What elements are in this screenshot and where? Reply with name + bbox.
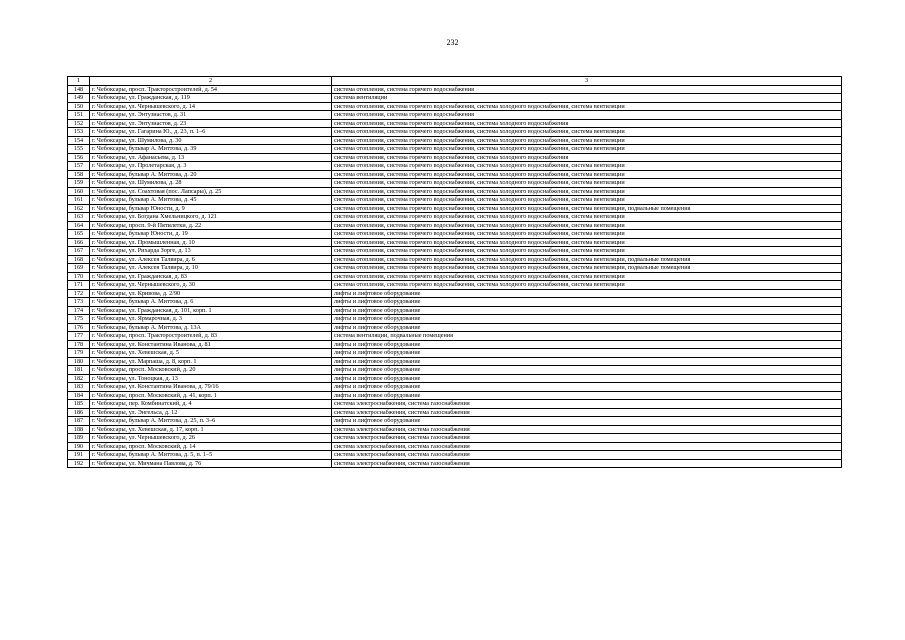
table-row <box>68 179 842 188</box>
row-systems-cell: система отопления, система горячего водоснабжения, система холодного водоснабжения, система вентиляции <box>332 221 842 230</box>
row-number-cell: 149 <box>68 94 90 103</box>
row-number-cell: 182 <box>68 374 90 383</box>
row-address-cell: г. Чебоксары, ул. Ярмарочная, д. 3 <box>90 315 332 324</box>
row-number-cell: 152 <box>68 119 90 128</box>
table-row <box>68 145 842 154</box>
table-row <box>68 204 842 213</box>
row-address-cell: г. Чебоксары, просп. 9-й Пятилетки, д. 22 <box>90 221 332 230</box>
row-number-cell: 184 <box>68 391 90 400</box>
row-systems-cell: лифты и лифтовое оборудование <box>332 315 842 324</box>
row-address-cell: г. Чебоксары, ул. Гражданская, д. 101, корп. 1 <box>90 306 332 315</box>
row-number-cell: 154 <box>68 136 90 145</box>
row-address-cell: г. Чебоксары, просп. Московский, д. 20 <box>90 366 332 375</box>
row-systems-cell: лифты и лифтовое оборудование <box>332 340 842 349</box>
row-address-cell: г. Чебоксары, бульвар А. Миттова, д. 5, п. 1–5 <box>90 451 332 460</box>
table-row <box>68 340 842 349</box>
row-systems-cell: лифты и лифтовое оборудование <box>332 323 842 332</box>
row-systems-cell: система вентиляции, подвальные помещения <box>332 332 842 341</box>
row-number-cell: 160 <box>68 187 90 196</box>
table-row <box>68 94 842 103</box>
table-row <box>68 349 842 358</box>
table-row <box>68 128 842 137</box>
row-number-cell: 180 <box>68 357 90 366</box>
row-systems-cell: система отопления, система горячего водоснабжения, система холодного водоснабжения, система вентиляции <box>332 238 842 247</box>
row-systems-cell: лифты и лифтовое оборудование <box>332 383 842 392</box>
table-row <box>68 298 842 307</box>
table-row <box>68 153 842 162</box>
row-number-cell: 177 <box>68 332 90 341</box>
row-address-cell: г. Чебоксары, бульвар А. Миттова, д. 6 <box>90 298 332 307</box>
table-row <box>68 417 842 426</box>
row-number-cell: 190 <box>68 442 90 451</box>
table-row <box>68 213 842 222</box>
row-systems-cell: лифты и лифтовое оборудование <box>332 357 842 366</box>
row-address-cell: г. Чебоксары, ул. Марпаша, д. 8, корп. 1 <box>90 357 332 366</box>
row-number-cell: 189 <box>68 434 90 443</box>
table-row <box>68 230 842 239</box>
row-systems-cell: система электроснабжения, система газоснабжения <box>332 442 842 451</box>
row-systems-cell: лифты и лифтовое оборудование <box>332 298 842 307</box>
row-number-cell: 161 <box>68 196 90 205</box>
table-row <box>68 136 842 145</box>
row-systems-cell: лифты и лифтовое оборудование <box>332 417 842 426</box>
row-address-cell: г. Чебоксары, ул. Кривова, д. 2/90 <box>90 289 332 298</box>
row-address-cell: г. Чебоксары, просп. Московский, д. 14 <box>90 442 332 451</box>
header-cell-number: 1 <box>68 77 90 86</box>
row-systems-cell: система отопления, система горячего водоснабжения, система холодного водоснабжения, система вентиляции <box>332 196 842 205</box>
table-row <box>68 383 842 392</box>
row-systems-cell: система отопления, система горячего водоснабжения, система холодного водоснабжения, система вентиляции <box>332 145 842 154</box>
row-systems-cell: система электроснабжения, система газоснабжения <box>332 459 842 468</box>
row-systems-cell: система отопления, система горячего водоснабжения, система холодного водоснабжения <box>332 119 842 128</box>
row-number-cell: 178 <box>68 340 90 349</box>
header-cell-systems: 3 <box>332 77 842 86</box>
row-systems-cell: система отопления, система горячего водоснабжения, система холодного водоснабжения, система вентиляции <box>332 136 842 145</box>
row-systems-cell: система отопления, система горячего водоснабжения, система холодного водоснабжения, система вентиляции <box>332 162 842 171</box>
row-address-cell: г. Чебоксары, ул. Богдана Хмельницкого, д. 121 <box>90 213 332 222</box>
table-row <box>68 187 842 196</box>
row-systems-cell: система отопления, система горячего водоснабжения, система холодного водоснабжения, система вентиляции, подвальные помещения <box>332 204 842 213</box>
row-address-cell: г. Чебоксары, бульвар Юности, д. 19 <box>90 230 332 239</box>
table-row <box>68 264 842 273</box>
row-address-cell: г. Чебоксары, ул. Энтузиастов, д. 23 <box>90 119 332 128</box>
table-row <box>68 391 842 400</box>
register-table <box>67 76 842 468</box>
row-address-cell: г. Чебоксары, ул. Гражданская, д. 119 <box>90 94 332 103</box>
row-address-cell: г. Чебоксары, бульвар А. Миттова, д. 45 <box>90 196 332 205</box>
row-systems-cell: система отопления, система горячего водоснабжения, система холодного водоснабжения, система вентиляции <box>332 281 842 290</box>
row-systems-cell: лифты и лифтовое оборудование <box>332 306 842 315</box>
row-address-cell: г. Чебоксары, ул. Энтузиастов, д. 31 <box>90 111 332 120</box>
table-row <box>68 119 842 128</box>
row-systems-cell: лифты и лифтовое оборудование <box>332 349 842 358</box>
table-row <box>68 374 842 383</box>
row-number-cell: 171 <box>68 281 90 290</box>
row-number-cell: 185 <box>68 400 90 409</box>
row-address-cell: г. Чебоксары, ул. Рихарда Зорге, д. 13 <box>90 247 332 256</box>
row-number-cell: 157 <box>68 162 90 171</box>
table-row <box>68 102 842 111</box>
row-number-cell: 167 <box>68 247 90 256</box>
table-row <box>68 272 842 281</box>
table-row <box>68 289 842 298</box>
row-address-cell: г. Чебоксары, ул. Шумилова, д. 28 <box>90 179 332 188</box>
row-systems-cell: система отопления, система горячего водоснабжения, система холодного водоснабжения, система вентиляции <box>332 272 842 281</box>
row-address-cell: г. Чебоксары, ул. Алексея Талвира, д. 6 <box>90 255 332 264</box>
row-systems-cell: система вентиляции <box>332 94 842 103</box>
table-row <box>68 451 842 460</box>
row-address-cell: г. Чебоксары, ул. Соахтовая (пос. Лапсары), д. 25 <box>90 187 332 196</box>
table-row <box>68 357 842 366</box>
table-row <box>68 255 842 264</box>
row-number-cell: 159 <box>68 179 90 188</box>
row-address-cell: г. Чебоксары, ул. Шумилова, д. 30 <box>90 136 332 145</box>
table-row <box>68 221 842 230</box>
table-row <box>68 247 842 256</box>
table-row <box>68 85 842 94</box>
table-header-row <box>68 77 842 86</box>
row-address-cell: г. Чебоксары, ул. Гагарина Ю., д. 23, п. 1–6 <box>90 128 332 137</box>
row-systems-cell: система отопления, система горячего водоснабжения, система холодного водоснабжения, система вентиляции <box>332 187 842 196</box>
row-number-cell: 155 <box>68 145 90 154</box>
row-address-cell: г. Чебоксары, ул. Пролетарская, д. 3 <box>90 162 332 171</box>
row-number-cell: 164 <box>68 221 90 230</box>
row-systems-cell: система отопления, система горячего водоснабжения, система холодного водоснабжения, система вентиляции <box>332 102 842 111</box>
row-systems-cell: система отопления, система горячего водоснабжения, система холодного водоснабжения, система вентиляции, подвальные помещения <box>332 264 842 273</box>
table-row <box>68 323 842 332</box>
row-number-cell: 150 <box>68 102 90 111</box>
row-address-cell: г. Чебоксары, ул. Энгельса, д. 12 <box>90 408 332 417</box>
row-number-cell: 163 <box>68 213 90 222</box>
table-row <box>68 425 842 434</box>
row-number-cell: 176 <box>68 323 90 332</box>
row-address-cell: г. Чебоксары, ул. Константина Иванова, д. 79/16 <box>90 383 332 392</box>
table-row <box>68 170 842 179</box>
row-address-cell: г. Чебоксары, просп. Московский, д. 41, корп. 1 <box>90 391 332 400</box>
row-address-cell: г. Чебоксары, просп. Тракторостроителей, д. 54 <box>90 85 332 94</box>
row-address-cell: г. Чебоксары, ул. Мичмана Павлова, д. 76 <box>90 459 332 468</box>
row-systems-cell: система отопления, система горячего водоснабжения <box>332 85 842 94</box>
row-number-cell: 175 <box>68 315 90 324</box>
row-systems-cell: лифты и лифтовое оборудование <box>332 366 842 375</box>
row-number-cell: 173 <box>68 298 90 307</box>
row-systems-cell: система отопления, система горячего водоснабжения, система холодного водоснабжения, система вентиляции <box>332 170 842 179</box>
row-number-cell: 165 <box>68 230 90 239</box>
row-address-cell: г. Чебоксары, ул. Хевешская, д. 17, корп. 1 <box>90 425 332 434</box>
row-systems-cell: система отопления, система горячего водоснабжения, система холодного водоснабжения, система вентиляции <box>332 179 842 188</box>
row-number-cell: 172 <box>68 289 90 298</box>
row-number-cell: 174 <box>68 306 90 315</box>
row-systems-cell: система отопления, система горячего водоснабжения, система холодного водоснабжения, система вентиляции, подвальные помещения <box>332 255 842 264</box>
row-systems-cell: лифты и лифтовое оборудование <box>332 289 842 298</box>
table-row <box>68 306 842 315</box>
row-systems-cell: лифты и лифтовое оборудование <box>332 391 842 400</box>
row-address-cell: г. Чебоксары, ул. Тоноцкая, д. 13 <box>90 374 332 383</box>
row-number-cell: 191 <box>68 451 90 460</box>
table-row <box>68 408 842 417</box>
table-row <box>68 162 842 171</box>
row-systems-cell: система электроснабжения, система газоснабжения <box>332 425 842 434</box>
row-systems-cell: система электроснабжения, система газоснабжения <box>332 434 842 443</box>
row-number-cell: 156 <box>68 153 90 162</box>
row-number-cell: 187 <box>68 417 90 426</box>
page-number: 232 <box>446 38 459 47</box>
row-address-cell: г. Чебоксары, ул. Промышленная, д. 10 <box>90 238 332 247</box>
row-address-cell: г. Чебоксары, ул. Алексея Талвира, д. 10 <box>90 264 332 273</box>
row-systems-cell: система электроснабжения, система газоснабжения <box>332 408 842 417</box>
table-row <box>68 400 842 409</box>
row-address-cell: г. Чебоксары, бульвар А. Миттова, д. 39 <box>90 145 332 154</box>
table-row <box>68 442 842 451</box>
row-number-cell: 192 <box>68 459 90 468</box>
row-address-cell: г. Чебоксары, ул. Афанасьева, д. 13 <box>90 153 332 162</box>
table-row <box>68 366 842 375</box>
table-row <box>68 459 842 468</box>
row-address-cell: г. Чебоксары, бульвар А. Миттова, д. 25, п. 3–6 <box>90 417 332 426</box>
row-systems-cell: система электроснабжения, система газоснабжения <box>332 400 842 409</box>
row-number-cell: 181 <box>68 366 90 375</box>
row-address-cell: г. Чебоксары, ул. Чернышевского, д. 26 <box>90 434 332 443</box>
row-number-cell: 183 <box>68 383 90 392</box>
row-systems-cell: система отопления, система горячего водоснабжения, система холодного водоснабжения, система вентиляции <box>332 230 842 239</box>
row-systems-cell: лифты и лифтовое оборудование <box>332 374 842 383</box>
row-address-cell: г. Чебоксары, пер. Комбинатский, д. 4 <box>90 400 332 409</box>
row-number-cell: 153 <box>68 128 90 137</box>
row-number-cell: 170 <box>68 272 90 281</box>
row-number-cell: 188 <box>68 425 90 434</box>
row-number-cell: 158 <box>68 170 90 179</box>
row-address-cell: г. Чебоксары, бульвар Юности, д. 9 <box>90 204 332 213</box>
table-row <box>68 111 842 120</box>
table-row <box>68 281 842 290</box>
row-systems-cell: система отопления, система горячего водоснабжения, система холодного водоснабжения <box>332 153 842 162</box>
row-systems-cell: система отопления, система горячего водоснабжения <box>332 111 842 120</box>
row-address-cell: г. Чебоксары, ул. Константина Иванова, д. 81 <box>90 340 332 349</box>
row-systems-cell: система отопления, система горячего водоснабжения, система холодного водоснабжения, система вентиляции <box>332 247 842 256</box>
row-number-cell: 151 <box>68 111 90 120</box>
row-number-cell: 186 <box>68 408 90 417</box>
table-row <box>68 332 842 341</box>
row-number-cell: 179 <box>68 349 90 358</box>
row-systems-cell: система электроснабжения, система газоснабжения <box>332 451 842 460</box>
table-row <box>68 196 842 205</box>
table-row <box>68 315 842 324</box>
row-address-cell: г. Чебоксары, просп. Тракторостроителей, д. 83 <box>90 332 332 341</box>
row-systems-cell: система отопления, система горячего водоснабжения, система холодного водоснабжения, система вентиляции <box>332 213 842 222</box>
row-systems-cell: система отопления, система горячего водоснабжения, система холодного водоснабжения, система вентиляции <box>332 128 842 137</box>
table-row <box>68 238 842 247</box>
row-number-cell: 162 <box>68 204 90 213</box>
row-number-cell: 169 <box>68 264 90 273</box>
row-address-cell: г. Чебоксары, бульвар А. Миттова, д. 20 <box>90 170 332 179</box>
row-number-cell: 166 <box>68 238 90 247</box>
row-number-cell: 168 <box>68 255 90 264</box>
row-address-cell: г. Чебоксары, ул. Хевешская, д. 5 <box>90 349 332 358</box>
row-address-cell: г. Чебоксары, ул. Гражданская, д. 83 <box>90 272 332 281</box>
row-number-cell: 148 <box>68 85 90 94</box>
header-cell-address: 2 <box>90 77 332 86</box>
table-row <box>68 434 842 443</box>
row-address-cell: г. Чебоксары, ул. Чернышевского, д. 30 <box>90 281 332 290</box>
row-address-cell: г. Чебоксары, ул. Чернышевского, д. 14 <box>90 102 332 111</box>
row-address-cell: г. Чебоксары, бульвар А. Миттова, д. 13А <box>90 323 332 332</box>
